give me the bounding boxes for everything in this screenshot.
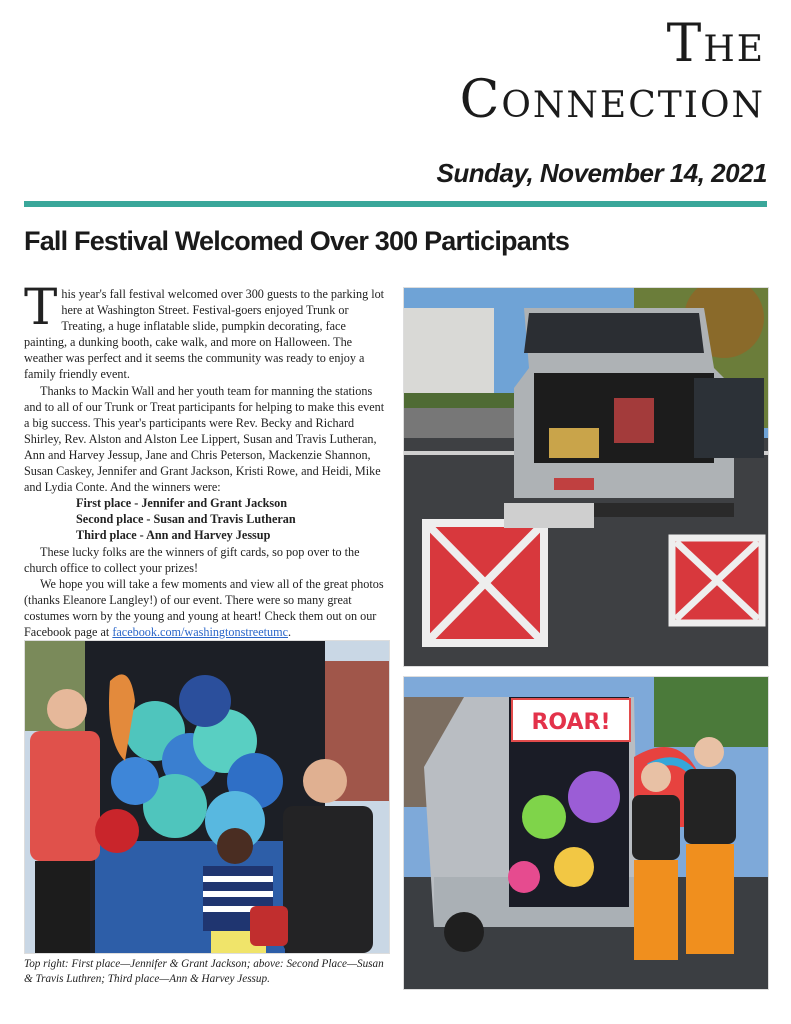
masthead	[459, 14, 765, 130]
masthead-connection: Connection	[459, 70, 765, 130]
article-paragraph-3: These lucky folks are the winners of gift cards, so pop over to the church office to collect your prizes!	[24, 544, 360, 575]
roar-sign-text: ROAR!	[531, 710, 611, 735]
photo-third-place-trunk	[403, 676, 769, 990]
photo-caption: Top right: First place—Jennifer & Grant Jackson; above: Second Place—Susan & Travis Luthren; Third place—Ann & Harvey Jessup.	[24, 958, 384, 985]
masthead-the: The	[666, 14, 765, 74]
paragraph-4-text: We hope you will take a few moments and view all of the great photos (thanks Eleanore Langley!) of our event. There were so many great costumes worn by the young and young at heart! Check them out on our Facebook page at	[24, 576, 384, 639]
header-rule	[24, 201, 767, 207]
winner-third: Third place - Ann and Harvey Jessup	[76, 528, 271, 543]
barn-box-right-icon	[672, 538, 762, 623]
article-body	[24, 278, 390, 640]
paragraph-4-end: .	[287, 624, 292, 639]
winners-list	[76, 495, 390, 543]
article-paragraph-2: Thanks to Mackin Wall and her youth team for manning the stations and to all of our Trunk or Treat participants for helping to make this event a big success. This year's participants were Rev. Becky and Richard Shirley, Rev. Alston and Alston Lee Lippert, Susan and Travis Lutheran, Ann and Harvey Jessup, Jane and Chris Peterson, Mackenzie Shannon, Susan Caskey, Jennifer and Grant Jackson, Kristi Rowe, and Heidi, Mike and Lydia Conte. And the winners were:	[24, 383, 385, 495]
article-paragraph-1	[24, 278, 390, 383]
photo-first-place-trunk	[403, 287, 769, 667]
winner-first: First place - Jennifer and Grant Jackson	[76, 496, 288, 511]
article-headline: Fall Festival Welcomed Over 300 Participants	[24, 226, 570, 256]
barn-box-left-icon	[426, 523, 544, 643]
drop-cap: T	[24, 278, 58, 336]
issue-date: Sunday, November 14, 2021	[436, 158, 767, 188]
facebook-link[interactable]: facebook.com/washingtonstreetumc	[112, 624, 288, 639]
roar-banner-icon	[512, 699, 630, 741]
winner-second: Second place - Susan and Travis Lutheran	[76, 512, 296, 527]
photo-second-place-trunk	[24, 640, 390, 954]
paragraph-1-text: his year's fall festival welcomed over 300 guests to the parking lot here at Washington Street. Festival-goers enjoyed Trunk or Treating, a huge inflatable slide, pumpkin decorating, face painting, a dunking booth, cake walk, and more on Halloween. The weather was perfect and it seems the community was ready to enjoy a family friendly event.	[24, 287, 385, 382]
article-paragraph-4	[24, 576, 390, 640]
person-skeleton-right-icon	[684, 737, 736, 954]
